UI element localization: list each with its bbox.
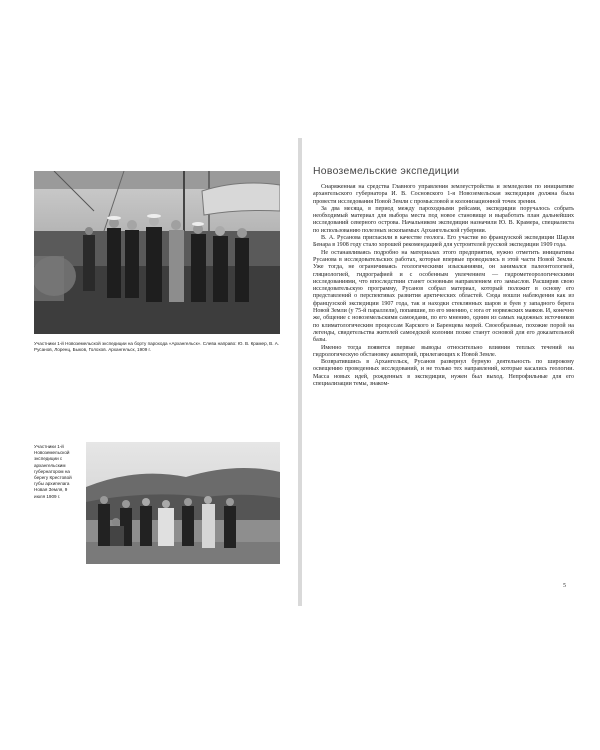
- body-text: [313, 184, 574, 388]
- shore-group-photo: [86, 442, 280, 564]
- paragraph: Снаряженная на средства Главного управления землеустройства и земледелия по инициативе архангельского губернатора И. В. Сосновского 1-я Новоземельская экспедиция должна была провести исследования Новой Земли с промысловой и колонизационной точек зрения.: [313, 184, 574, 205]
- section-heading: Новоземельские экспедиции: [313, 166, 460, 177]
- ship-deck-group-photo: [34, 171, 280, 334]
- photo1-caption: Участники 1-й Новоземельской экспедиции на борту парохода «Архангельск». Слева направо: Ю. В. Крамер, В. А. Русанов, Лоренц, Быков, Голохов. Архангельск, 1909 г.: [34, 341, 280, 352]
- photo2-caption: Участники 1-й Новоземельской экспедиции с архангельским губернатором на берегу Крестовой губы архипелага Новая Земля, 9 июля 1909 г.: [34, 444, 72, 499]
- paragraph: В. А. Русанова пригласили в качестве геолога. Его участие во французской экспедиции Шарля Бенара в 1908 году стало хорошей рекомендацией для устроителей русской экспедиции 1909 года.: [313, 235, 574, 249]
- page-number: 5: [563, 583, 566, 589]
- paragraph: Не останавливаясь подробно на материалах этого предприятия, нужно отметить инициативы Русанова в исследовательских работах, которые впервые проводились в этой части Новой Земли. Уже тогда, не ограничиваясь геологическими изысканиями, он занимался палеонтологией, гляциологией, гидрографией и с особенным увлечением — гидрометеорологическими исследованиями, что впоследствии станет основным направлением его замыслов. Расширив свою исследовательскую программу, Русанов собрал материал, который положит в основу его представлений о перспективах развития арктических областей. Сюда вошли наблюдения как из французской экспедиции 1907 года, так и находки стеклянных шаров и буев у западного берега Новой Земли (у 75-й параллели), попавшие, по его мнению, с юга от норвежских маяков. И, конечно же, общение с новоземельскими самоедами, по его мнению, одним из самых надежных источников по климатологическим процессам Карского и Баренцева морей. Своеобразные, похожие порой на легенды, свидетельства жителей самоедской колонии позже станут основой для его доказательной базы.: [313, 249, 574, 344]
- paragraph: Именно тогда появятся первые выводы относительно влияния теплых течений на гидрологическую обстановку акваторий, прилегающих к Новой Земле.: [313, 344, 574, 358]
- paragraph: Возвратившись в Архангельск, Русанов развернул бурную деятельность по широкому освещению проведенных исследований, и не только тех направлений, которые касались геологии. Масса новых идей, рожденных в экспедиции, нужен был выход. Непрофильные для его специализации темы, знаком-: [313, 359, 574, 388]
- paragraph: За два месяца, в период между пароходными рейсами, экспедиции поручалось собрать необходимый материал для выбора места под новое становище и выработать план дальнейших исследований северного острова. Начальником экспедиции назначили Ю. В. Крамера, специалиста по использованию полезных ископаемых Архангельской губернии.: [313, 205, 574, 234]
